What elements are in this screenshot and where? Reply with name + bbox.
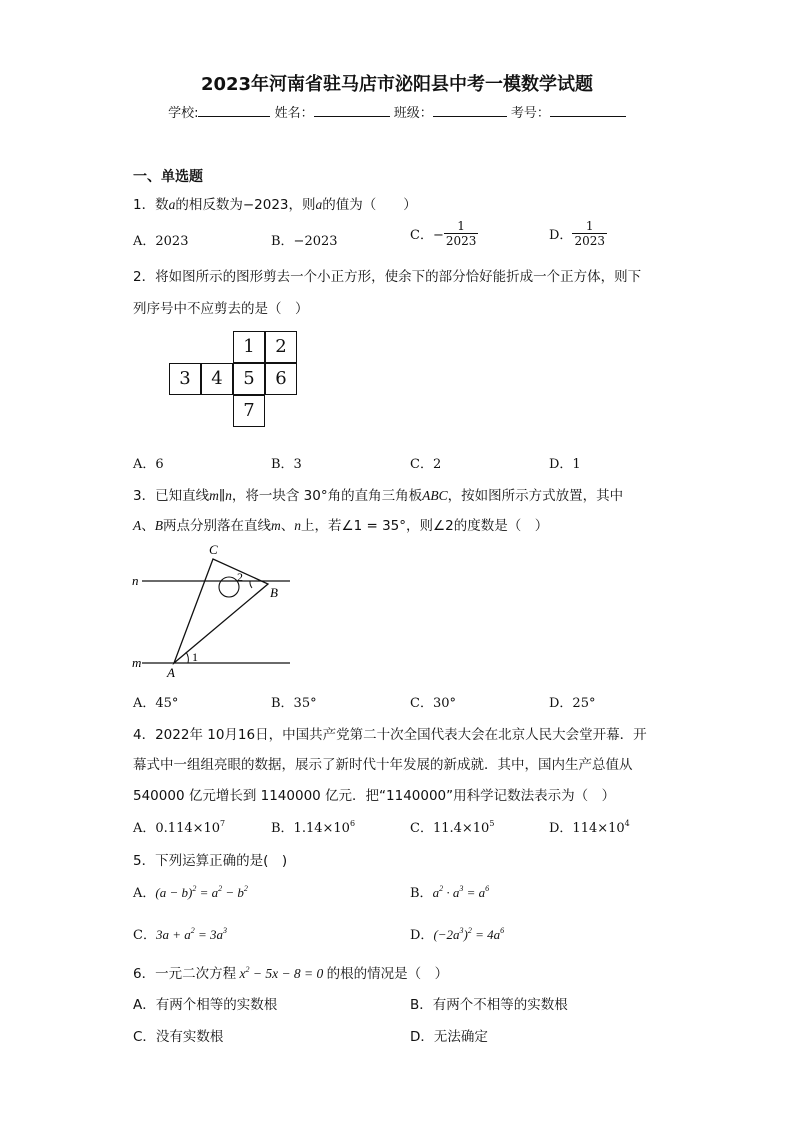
q2-option-b[interactable]: B．3 — [271, 457, 302, 472]
q3-option-b[interactable]: B．35° — [271, 696, 317, 711]
q5-d-label: D． — [410, 928, 434, 943]
label-angle-2: 2 — [237, 570, 243, 584]
q3-option-d[interactable]: D．25° — [549, 696, 596, 711]
q4-b-exp: 6 — [349, 819, 356, 828]
q1-option-a[interactable]: A．2023 — [133, 234, 189, 249]
q3-option-c[interactable]: C．30° — [410, 696, 456, 711]
q4-option-c[interactable] — [410, 817, 494, 836]
q5-option-d[interactable] — [410, 924, 504, 943]
label-m: m — [132, 655, 142, 670]
net-cell-3: 3 — [169, 363, 201, 395]
question-3-stem-line1 — [133, 484, 623, 504]
q6-text-pre: 6．一元二次方程 — [133, 966, 237, 982]
q3-angle-1: ∠1 = 35° — [341, 518, 407, 534]
section-heading: 一、单选题 — [133, 169, 203, 185]
student-info-line — [0, 102, 794, 121]
q5-option-c[interactable] — [133, 924, 227, 943]
net-cell-6: 6 — [265, 363, 297, 395]
exam-no-blank — [550, 104, 626, 117]
q3-text-mid3: 上，若 — [301, 518, 342, 534]
q3-text-post: ，按如图所示方式放置，其中 — [447, 488, 624, 504]
net-cell-7: 7 — [233, 395, 265, 427]
question-5-stem: 5．下列运算正确的是( ) — [133, 853, 288, 869]
q3-point-b: B — [154, 518, 163, 533]
question-4-stem-line3: 540000 亿元增长到 1140000 亿元．把“1140000”用科学记数法表示为（ ） — [133, 788, 616, 804]
q6-text-post: 的根的情况是（ ） — [326, 966, 449, 982]
q1-var-a2: a — [315, 197, 323, 212]
triangle-abc — [174, 559, 268, 663]
q3-text-pre: 3．已知直线 — [133, 488, 210, 504]
q6-option-d[interactable]: D．无法确定 — [410, 1029, 488, 1045]
page-title: 2023年河南省驻马店市泌阳县中考一模数学试题 — [200, 74, 594, 95]
q6-option-a[interactable]: A．有两个相等的实数根 — [133, 997, 278, 1013]
angle-2-mark-circle — [219, 577, 239, 597]
q1-option-b[interactable]: B．−2023 — [271, 234, 338, 249]
q1-option-d-fraction — [572, 219, 607, 248]
class-blank — [433, 104, 507, 117]
question-2-stem-line2: 列序号中不应剪去的是（ ） — [133, 301, 309, 317]
q4-option-d[interactable] — [549, 817, 630, 836]
q6-equation: $x^2 - 5x - 8 = 0$ — [236, 965, 327, 981]
parallel-lines-triangle-figure — [128, 540, 298, 680]
q3-text-post: ，则∠2的度数是（ ） — [406, 518, 549, 534]
net-cell-5: 5 — [233, 363, 265, 395]
question-6-stem — [133, 962, 448, 982]
q5-a-label: A． — [133, 886, 156, 901]
q4-a-exp: 7 — [220, 819, 226, 828]
q4-d-base: D．114×10 — [549, 821, 625, 836]
school-label: 学校: — [168, 106, 199, 121]
question-1-stem — [133, 193, 417, 213]
q1-text-mid: 的相反数为 — [175, 197, 243, 213]
school-blank — [198, 104, 270, 117]
q5-option-b[interactable] — [410, 882, 489, 901]
q1-option-c-fraction — [444, 219, 479, 248]
q3-text-mid: ，将一块含 30°角的直角三角板 — [231, 488, 423, 504]
name-blank — [314, 104, 390, 117]
label-n: n — [132, 573, 139, 588]
fraction-numerator: 1 — [572, 219, 607, 234]
net-cell-4: 4 — [201, 363, 233, 395]
question-4-stem-line2: 幕式中一组组亮眼的数据，展示了新时代十年发展的新成就．其中，国内生产总值从 — [133, 757, 633, 773]
cube-net-figure — [169, 331, 301, 429]
net-cell-1: 1 — [233, 331, 265, 363]
q1-option-d-label: D． — [549, 228, 573, 243]
q1-option-d[interactable] — [549, 219, 607, 248]
q4-a-base: A．0.114×10 — [133, 821, 221, 836]
q6-option-c[interactable]: C．没有实数根 — [133, 1029, 224, 1045]
q3-line-n: n — [294, 518, 301, 533]
q3-sep: 、 — [141, 518, 155, 534]
q3-option-a[interactable]: A．45° — [133, 696, 179, 711]
label-a: A — [167, 665, 175, 680]
q1-value: −2023 — [242, 197, 289, 213]
question-2-stem-line1: 2．将如图所示的图形剪去一个小正方形，使余下的部分恰好能折成一个正方体，则下 — [133, 269, 642, 285]
q3-text-mid2: 两点分别落在直线 — [163, 518, 271, 534]
name-label: 姓名： — [274, 106, 314, 121]
q4-c-exp: 5 — [489, 819, 495, 828]
q3-parallel-expr: m∥n — [209, 488, 232, 503]
q5-c-expression: $3a + a^2 = 3a^3$ — [155, 926, 228, 942]
q4-b-base: B．1.14×10 — [271, 821, 350, 836]
q1-option-c-label: C．− — [410, 228, 444, 243]
q1-var-a: a — [168, 197, 176, 212]
q3-sep2: 、 — [280, 518, 295, 534]
q5-b-label: B． — [410, 886, 433, 901]
q6-option-b[interactable]: B．有两个不相等的实数根 — [410, 997, 568, 1013]
q2-option-c[interactable]: C．2 — [410, 457, 442, 472]
exam-no-label: 考号： — [510, 106, 550, 121]
q4-d-exp: 4 — [624, 819, 630, 828]
q1-text-mid2: ，则 — [288, 197, 316, 213]
q5-a-expression: $(a - b)^2 = a^2 - b^2$ — [155, 884, 248, 900]
question-3-stem-line2 — [133, 514, 548, 534]
q3-line-m: m — [271, 518, 281, 533]
label-b: B — [270, 585, 278, 600]
q2-option-d[interactable]: D．1 — [549, 457, 581, 472]
net-cell-2: 2 — [265, 331, 297, 363]
question-4-stem-line1: 4．2022年 10月16日，中国共产党第二十次全国代表大会在北京人民大会堂开幕．开 — [133, 727, 647, 743]
fraction-denominator: 2023 — [445, 234, 477, 248]
q1-option-c[interactable] — [410, 219, 478, 248]
class-label: 班级： — [393, 106, 433, 121]
label-angle-1: 1 — [192, 650, 198, 664]
q5-b-expression: $a^2 \cdot a^3 = a^6$ — [432, 884, 490, 900]
q1-text-pre: 1．数 — [133, 197, 169, 213]
label-c: C — [209, 542, 218, 557]
q3-point-a: A — [133, 518, 142, 533]
q4-c-base: C．11.4×10 — [410, 821, 490, 836]
fraction-numerator: 1 — [444, 219, 479, 234]
q5-d-expression: $(-2a^3)^2 = 4a^6$ — [433, 926, 505, 942]
q2-option-a[interactable]: A．6 — [133, 457, 164, 472]
angle-2-arc — [250, 581, 252, 588]
q5-c-label: C． — [133, 928, 156, 943]
q3-triangle-name: ABC — [422, 488, 448, 503]
q5-option-a[interactable] — [133, 882, 248, 901]
q4-option-b[interactable] — [271, 817, 355, 836]
fraction-denominator: 2023 — [574, 234, 605, 248]
angle-1-arc — [186, 652, 188, 663]
q1-text-post: 的值为（ ） — [322, 197, 417, 213]
q4-option-a[interactable] — [133, 817, 225, 836]
